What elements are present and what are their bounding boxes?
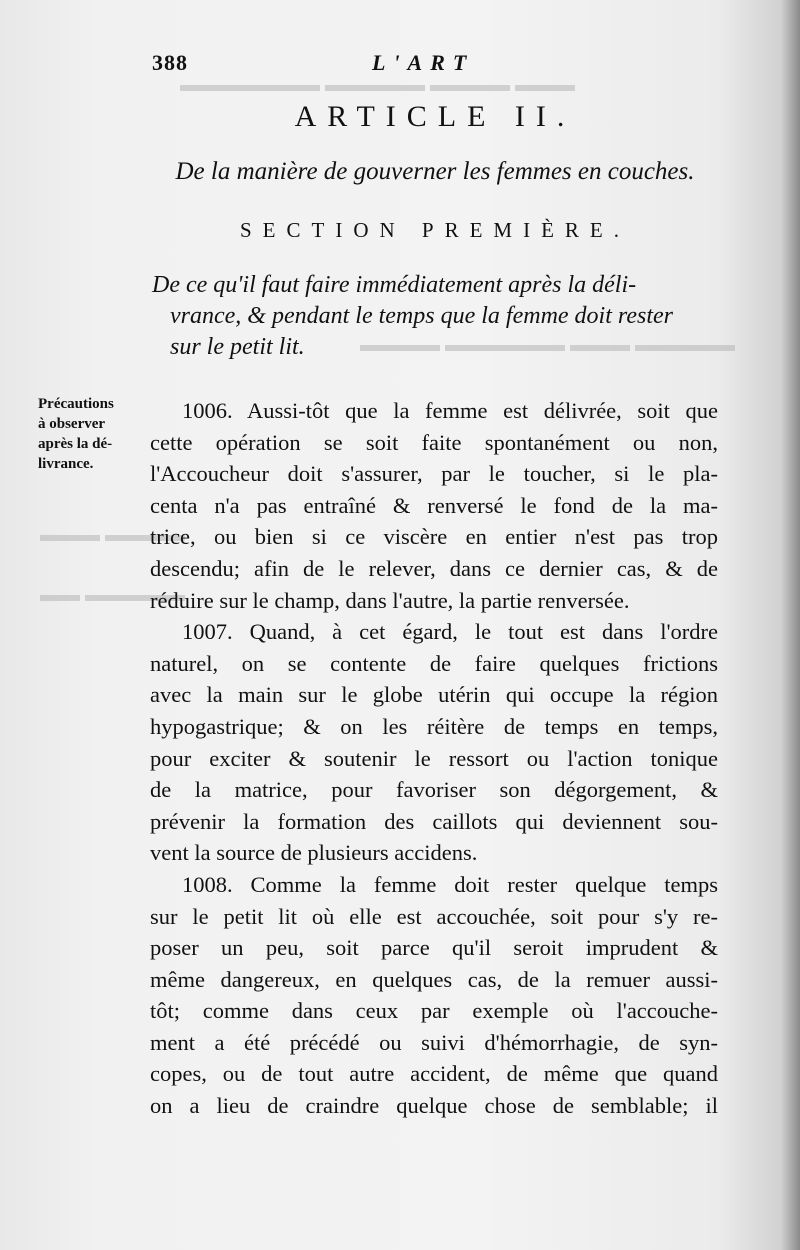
- paragraph-1007-line: avec la main sur le globe utérin qui occupe la région: [150, 682, 718, 708]
- margin-note-line: après la dé-: [38, 436, 113, 452]
- running-head: [152, 50, 718, 80]
- paragraph-1008-line: 1008. Comme la femme doit rester quelque temps: [182, 871, 718, 897]
- show-through-texture: ▬▬▬▬▬ ▬▬: [40, 584, 185, 606]
- paragraph-1008-line: copes, ou de tout autre accident, de même que quand: [150, 1061, 718, 1087]
- paragraph-1007-line: naturel, on se contente de faire quelques frictions: [150, 650, 718, 676]
- paragraph-1006-line: centa n'a pas entraîné & renversé le fond de la ma-: [150, 492, 718, 518]
- body-text: [150, 395, 718, 1122]
- paragraph-1008-line: tôt; comme dans ceux par exemple où l'accouche-: [150, 998, 718, 1024]
- paragraph-1006-line: réduire sur le champ, dans l'autre, la partie renversée.: [150, 587, 630, 613]
- paragraph-1006-line: trice, ou bien si ce viscère en entier n'est pas trop: [150, 524, 718, 550]
- paragraph-1008-line: poser un peu, soit parce qu'il seroit imprudent &: [150, 935, 718, 961]
- section-title-line: vrance, & pendant le temps que la femme doit rester: [170, 303, 673, 329]
- page-number: 388: [152, 50, 188, 75]
- paragraph-1008-line: ment a été précédé ou suivi d'hémorrhagie, de syn-: [150, 1029, 718, 1055]
- paragraph-1006-line: descendu; afin de le relever, dans ce dernier cas, & de: [150, 555, 718, 581]
- article-subtitle: De la manière de gouverner les femmes en couches.: [175, 158, 695, 185]
- paragraph-1008-line: même dangereux, en quelques cas, de la remuer aussi-: [150, 966, 718, 992]
- section-title-line: sur le petit lit.: [170, 334, 305, 360]
- show-through-texture: ▬▬▬▬ ▬▬▬: [40, 524, 185, 546]
- paragraph-1006-line: 1006. Aussi-tôt que la femme est délivrée, soit que: [182, 398, 718, 423]
- paragraph-1007-line: prévenir la formation des caillots qui deviennent sou-: [150, 808, 718, 834]
- paragraph-1007-line: 1007. Quand, à cet égard, le tout est dans l'ordre: [182, 619, 718, 645]
- paragraph-1006-line: cette opération se soit faite spontanément ou non,: [150, 429, 718, 455]
- margin-note-line: livrance.: [38, 456, 94, 472]
- show-through-texture: ▬▬▬▬▬ ▬▬▬ ▬▬▬▬▬▬ ▬▬▬▬: [360, 334, 735, 356]
- paragraph-1007-line: pour exciter & soutenir le ressort ou l'action tonique: [150, 745, 718, 771]
- article-heading: ARTICLE II.: [294, 100, 576, 133]
- paragraph-1007-line: de la matrice, pour favoriser son dégorgement, &: [150, 777, 718, 803]
- margin-note-line: à observer: [38, 416, 106, 432]
- paragraph-1007-line: hypogastrique; & on les réitère de temps en temps,: [150, 713, 718, 739]
- margin-note: [38, 394, 156, 474]
- running-title: L'ART: [372, 50, 475, 75]
- section-heading: SECTION PREMIÈRE.: [239, 218, 630, 242]
- section-title: [152, 270, 718, 363]
- margin-note-line: Précautions: [38, 396, 114, 412]
- section-title-line: De ce qu'il faut faire immédiatement après la déli-: [152, 272, 637, 298]
- paragraph-1008-line: on a lieu de craindre quelque chose de semblable; il: [150, 1093, 718, 1119]
- paragraph-1006-line: l'Accoucheur doit s'assurer, par le toucher, si le pla-: [150, 461, 718, 487]
- show-through-texture: ▬▬▬ ▬▬▬▬ ▬▬▬▬▬ ▬▬▬▬▬▬▬: [180, 74, 575, 96]
- paragraph-1007-line: vent la source de plusieurs accidens.: [150, 840, 478, 866]
- page-gutter-shadow: [780, 0, 800, 1250]
- paragraph-1008-line: sur le petit lit où elle est accouchée, soit pour s'y re-: [150, 903, 718, 929]
